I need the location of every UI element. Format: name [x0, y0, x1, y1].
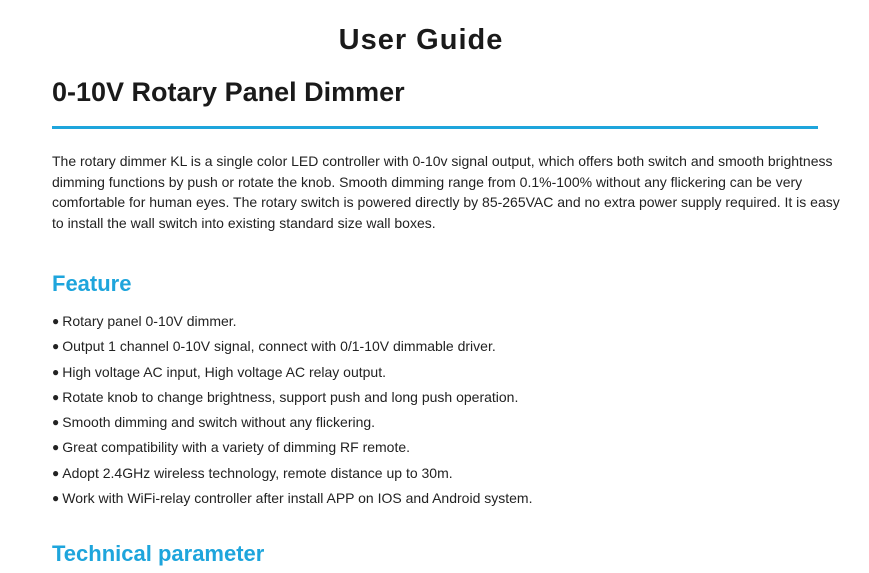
- feature-item: [52, 463, 532, 488]
- feature-item: [52, 336, 532, 361]
- feature-item-text: Adopt 2.4GHz wireless technology, remote distance up to 30m.: [62, 464, 453, 481]
- technical-parameter-heading: Technical parameter: [52, 541, 265, 566]
- bullet-icon: ●: [52, 415, 60, 430]
- bullet-icon: ●: [52, 491, 60, 506]
- feature-item-text: Work with WiFi-relay controller after install APP on IOS and Android system.: [62, 490, 533, 507]
- intro-paragraph: The rotary dimmer KL is a single color LED controller with 0-10v signal output, which offers both switch and smooth brightness dimming functions by push or rotate the knob. Smooth dimming range from 0.1%-100% without any flickering can be very comfortable for human eyes. The rotary switch is powered directly by 85-265VAC and no extra power supply required. It is easy to install the wall switch into existing standard size wall boxes.: [52, 153, 840, 231]
- feature-item: [52, 488, 532, 513]
- feature-item: [52, 412, 532, 437]
- feature-item-text: Output 1 channel 0-10V signal, connect with 0/1-10V dimmable driver.: [62, 338, 496, 355]
- doc-title: User Guide: [338, 24, 504, 56]
- feature-item-text: Rotary panel 0-10V dimmer.: [62, 313, 237, 329]
- feature-item-text: Smooth dimming and switch without any flickering.: [62, 414, 376, 431]
- feature-heading: Feature: [52, 271, 132, 296]
- bullet-icon: ●: [52, 440, 60, 455]
- feature-item: [52, 311, 532, 336]
- bullet-icon: ●: [52, 314, 60, 328]
- feature-item: [52, 387, 532, 412]
- bullet-icon: ●: [52, 364, 60, 379]
- bullet-icon: ●: [52, 465, 60, 480]
- bullet-icon: ●: [52, 339, 60, 354]
- feature-list: [52, 311, 532, 513]
- feature-item: [52, 362, 532, 387]
- title-divider: [52, 126, 818, 129]
- feature-item-text: Great compatibility with a variety of dimming RF remote.: [62, 439, 411, 456]
- feature-item-text: High voltage AC input, High voltage AC relay output.: [62, 363, 386, 380]
- feature-item-text: Rotate knob to change brightness, support push and long push operation.: [62, 388, 519, 405]
- bullet-icon: ●: [52, 389, 60, 404]
- product-title: 0-10V Rotary Panel Dimmer: [52, 77, 405, 107]
- feature-item: [52, 437, 532, 462]
